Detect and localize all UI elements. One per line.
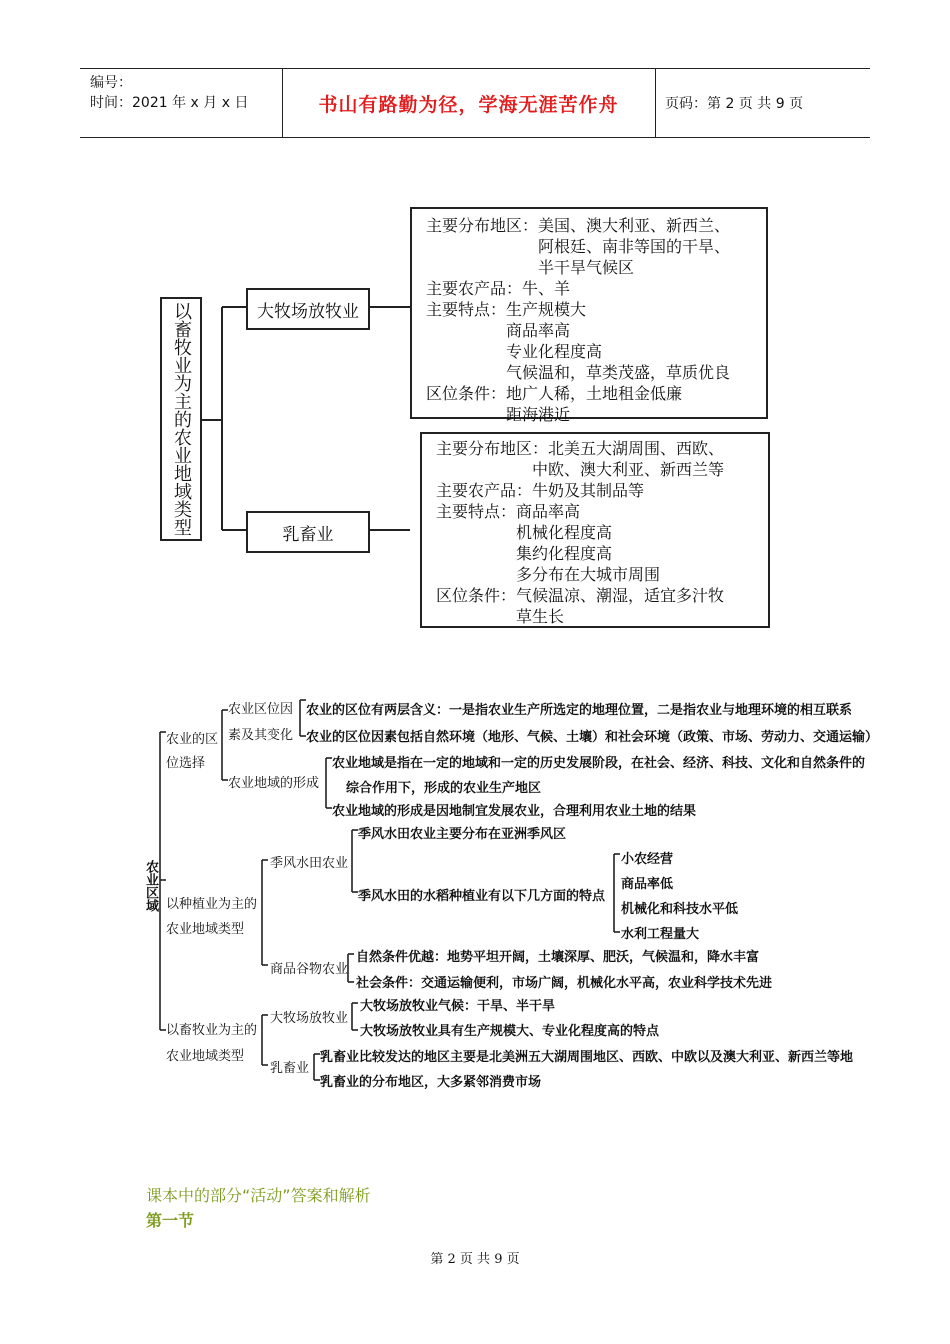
dairy-line: 区位条件：气候温凉、潮湿，适宜多汁牧: [436, 586, 725, 605]
ranch-line: 气候温和，草类茂盛，草质优良: [426, 363, 731, 382]
diagram1-root: 以畜牧业为主的农业地域类型: [160, 297, 202, 541]
sec3b-item: 乳畜业比较发达的地区主要是北美洲五大湖周围地区、西欧、中欧以及澳大利亚、新西兰等地: [320, 1050, 854, 1065]
sec3-label-a: 以畜牧业为主的: [166, 1023, 258, 1038]
sec2-label-b: 农业地域类型: [166, 922, 245, 937]
header-motto: 书山有路勤为径，学海无涯苦作舟: [318, 93, 619, 116]
sec1-label-a: 农业的区: [166, 732, 219, 747]
sec3a-label: 大牧场放牧业: [270, 1011, 349, 1026]
ranch-line: 距海港近: [426, 405, 571, 424]
sec3b-label: 乳畜业: [270, 1061, 310, 1076]
sec2b-label: 商品谷物农业: [270, 962, 349, 977]
dairy-line: 集约化程度高: [436, 544, 613, 563]
ranch-line: 阿根廷、南非等国的干旱、: [426, 237, 731, 256]
section-subtitle: 第一节: [146, 1211, 195, 1230]
sec3b-item: 乳畜业的分布地区，大多紧邻消费市场: [320, 1075, 542, 1090]
ranch-line: 半干旱气候区: [426, 258, 635, 277]
sec2a-feature: 机械化和科技水平低: [621, 902, 739, 917]
dairy-line: 主要分布地区：北美五大湖周围、西欧、: [436, 439, 725, 458]
dairy-line: 主要特点：商品率高: [436, 502, 581, 521]
header-number: 编号：: [90, 75, 132, 91]
header-time: 时间：2021 年 x 月 x 日: [90, 95, 249, 111]
sec1-label-b: 位选择: [166, 756, 206, 771]
branch-ranch-details: [410, 207, 768, 424]
sec2a-feature: 水利工程量大: [621, 927, 700, 942]
sec1b-item: 农业地域的形成是因地制宜发展农业，合理利用农业土地的结果: [332, 804, 697, 819]
branch-ranch-label: 大牧场放牧业: [246, 288, 370, 330]
branch-dairy-details: [420, 432, 770, 628]
sec1a-item: 农业的区位有两层含义：一是指农业生产所选定的地理位置，二是指农业与地理环境的相互联系: [306, 703, 853, 718]
sec1a-label-a: 农业区位因: [228, 702, 294, 717]
sec3a-item: 大牧场放牧业气候：干旱、半干旱: [360, 999, 556, 1014]
ranch-line: 商品率高: [426, 321, 571, 340]
sec2a-feature: 小农经营: [621, 852, 674, 867]
sec3a-item: 大牧场放牧业具有生产规模大、专业化程度高的特点: [360, 1024, 660, 1039]
ranch-line: 主要农产品：牛、羊: [426, 279, 571, 298]
dairy-line: 草生长: [436, 607, 565, 626]
ranch-line: 专业化程度高: [426, 342, 603, 361]
sec2b-item: 自然条件优越：地势平坦开阔，土壤深厚、肥沃，气候温和，降水丰富: [356, 950, 760, 965]
sec1a-item: 农业的区位因素包括自然环境（地形、气候、土壤）和社会环境（政策、市场、劳动力、交通运输）: [306, 730, 879, 745]
section-title: 课本中的部分“活动”答案和解析: [146, 1186, 371, 1205]
sec3-label-b: 农业地域类型: [166, 1049, 245, 1064]
dairy-line: 主要农产品：牛奶及其制品等: [436, 481, 645, 500]
ranch-line: 区位条件：地广人稀，土地租金低廉: [426, 384, 683, 403]
page-footer: 第 2 页 共 9 页: [430, 1252, 520, 1267]
sec2-label-a: 以种植业为主的: [166, 897, 258, 912]
sec1b-item: 综合作用下，形成的农业生产地区: [346, 781, 542, 796]
dairy-line: 机械化程度高: [436, 523, 613, 542]
sec1a-label-b: 素及其变化: [228, 728, 294, 743]
sec2a-feature: 商品率低: [621, 877, 674, 892]
sec2a-label: 季风水田农业: [270, 856, 349, 871]
sec2a-item: 季风水田的水稻种植业有以下几方面的特点: [358, 889, 606, 904]
branch-dairy-label: 乳畜业: [246, 511, 370, 553]
header-page-info: 页码：第 2 页 共 9 页: [665, 96, 804, 112]
dairy-line: 多分布在大城市周围: [436, 565, 661, 584]
ranch-line: 主要分布地区：美国、澳大利亚、新西兰、: [426, 216, 731, 235]
dairy-line: 中欧、澳大利亚、新西兰等: [436, 460, 725, 479]
sec2a-item: 季风水田农业主要分布在亚洲季风区: [358, 827, 567, 842]
ranch-line: 主要特点：生产规模大: [426, 300, 587, 319]
sec2b-item: 社会条件：交通运输便利，市场广阔，机械化水平高，农业科学技术先进: [356, 976, 773, 991]
diagram2-root: 农业区域: [143, 860, 158, 912]
sec1b-item: 农业地域是指在一定的地域和一定的历史发展阶段，在社会、经济、科技、文化和自然条件的: [332, 756, 866, 771]
sec1b-label: 农业地域的形成: [228, 776, 320, 791]
